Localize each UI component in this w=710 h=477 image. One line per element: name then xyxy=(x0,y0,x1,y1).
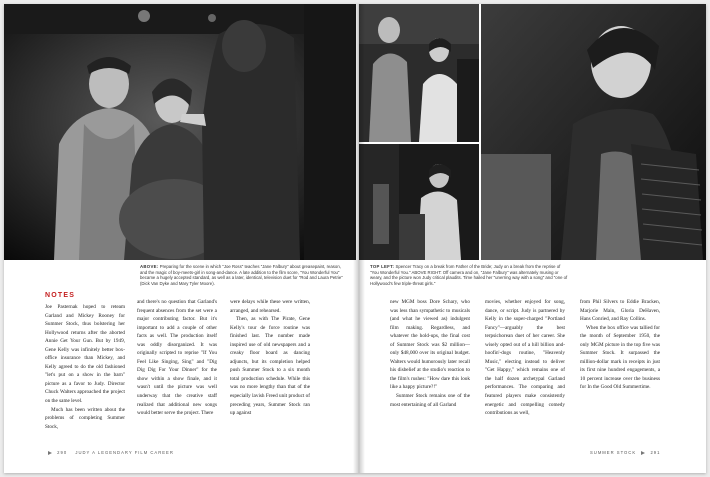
paragraph: Summer Stock remains one of the most entertaining of all Garland xyxy=(390,393,470,408)
arrow-icon xyxy=(641,451,645,455)
paragraph: Joe Pasternak hoped to reteam Garland and Mickey Rooney for Summer Stock, thus bolstering her Hollywood returns after the aborted Annie Get Your Gun. But by 1949, Gene Kelly was infinitely better box-office insurance than Mickey, and Kelly agreed to do the old fashioned "let's put on a show in the barn" picture as a favor to Judy. Director Chuck Walters approached the project on the same level. xyxy=(45,304,125,405)
arrow-icon xyxy=(48,451,52,455)
paragraph: new MGM boss Dore Schary, who was less than sympathetic to musicals (and what he viewed as) indulgent film making. Regardless, and whatever the hold-ups, the final cost of Summer Stock was $2 million—only $48,000 over its original budget. Walters would humorously later recall his disbelief at the studio's reaction to the film's rushes: "How dare this look like a happy picture?!" xyxy=(390,299,470,391)
paragraph: were delays while these were written, arranged, and rehearsed. xyxy=(230,299,310,314)
body-column-right-3 xyxy=(580,298,660,392)
caption-text: Preparing for the scene in which "Joe Ross" teaches "Jane Falbury" about greasepaint, reason, and the magic of boy-meets-girl in song-and-dance. A late addition to the film score, "You Wonderful You" became a hugely accepted standard, as well as a later, identical, television duet for "Rod and Laura Petrie" (Dick Van Dyke and Mary Tyler Moore). xyxy=(140,264,343,286)
running-head: JUDY A LEGENDARY FILM CAREER xyxy=(75,450,174,455)
paragraph: movies, whether enjoyed for song, dance, or script. Judy is partnered by Kelly in the super-charged "Portland Fancy"—arguably the best terpsichorean duet of her career. She wisely opted out of a hill billion and-hoofin'-dogs routine, "Heavenly Music," electing instead to deliver "Get Happy," which remains one of the half dozen archetypal Garland performances. The comparing and featured players make consistently energetic and compelling comedy contributions as well, xyxy=(485,299,565,417)
body-column-left-3 xyxy=(230,298,310,418)
notes-heading: NOTES xyxy=(45,292,76,299)
photo-caption-left xyxy=(140,264,343,286)
body-column-right-1 xyxy=(390,298,470,409)
paragraph: Then, as with The Pirate, Gene Kelly's tour de force routine was finished last. The number made inspired use of old newspapers and a creaky floor board as dancing adjuncts, but its completion helped push Summer Stock to a six month total production schedule. While this was no more lengthy than that of the especially lavish Freed unit product of preceding years, Summer Stock ran up against xyxy=(230,316,310,417)
paragraph: and there's no question that Garland's frequent absences from the set were a major contributing factor. But it's important to add a couple of other facts as well. The production itself was oddly disorganized. It was originally scripted to reprise "If You Feel Like Singing, Sing" and "Dig Dig Dig For Your Dinner" for the show within a show finale, and it wasn't until the picture was well underway that the creative staff realized that additional new songs would better serve the project. There xyxy=(137,299,217,417)
page-number: 290 xyxy=(57,450,68,455)
folio-right xyxy=(590,450,660,455)
paragraph: When the box office was tallied for the month of September 1950, the only MGM picture in the top five was Summer Stock. It surpassed the million-dollar mark in receipts in just its first nine hundred engagements, a 10 percent increase over the business for In the Good Old Summertime. xyxy=(580,324,660,391)
caption-text: Spencer Tracy on a break from Father of the Bride; Judy on a break from the reprise of "You Wonderful You." ABOVE RIGHT: Off camera and on, "Jane Falbury" was alternately musing or weary, and the picture won Judy critical plaudits. Time hailed her "unerring way with a song" and "one of Hollywood's few triple-threat girls." xyxy=(370,264,568,286)
tracy-garland-photo xyxy=(359,4,479,142)
book-spread xyxy=(4,4,706,473)
rehearsal-photo-left xyxy=(4,4,356,260)
body-column-left-1 xyxy=(45,303,125,431)
caption-label: TOP LEFT: xyxy=(370,264,395,269)
photo-caption-right xyxy=(370,264,570,286)
body-column-left-2 xyxy=(137,298,217,418)
page-number: 291 xyxy=(650,450,661,455)
garland-break-photo xyxy=(359,144,479,260)
running-head: SUMMER STOCK xyxy=(590,450,637,455)
paragraph: Much has been written about the problems of completing Summer Stock, xyxy=(45,406,125,430)
page-gutter xyxy=(353,4,365,473)
caption-label: ABOVE: xyxy=(140,264,159,269)
paragraph: from Phil Silvers to Eddie Bracken, Marjorie Main, Gloria DeHaven, Hans Conried, and Ray Collins. xyxy=(580,299,660,323)
body-column-right-2 xyxy=(485,298,565,418)
folio-left xyxy=(45,450,174,455)
garland-seated-photo xyxy=(481,4,706,260)
